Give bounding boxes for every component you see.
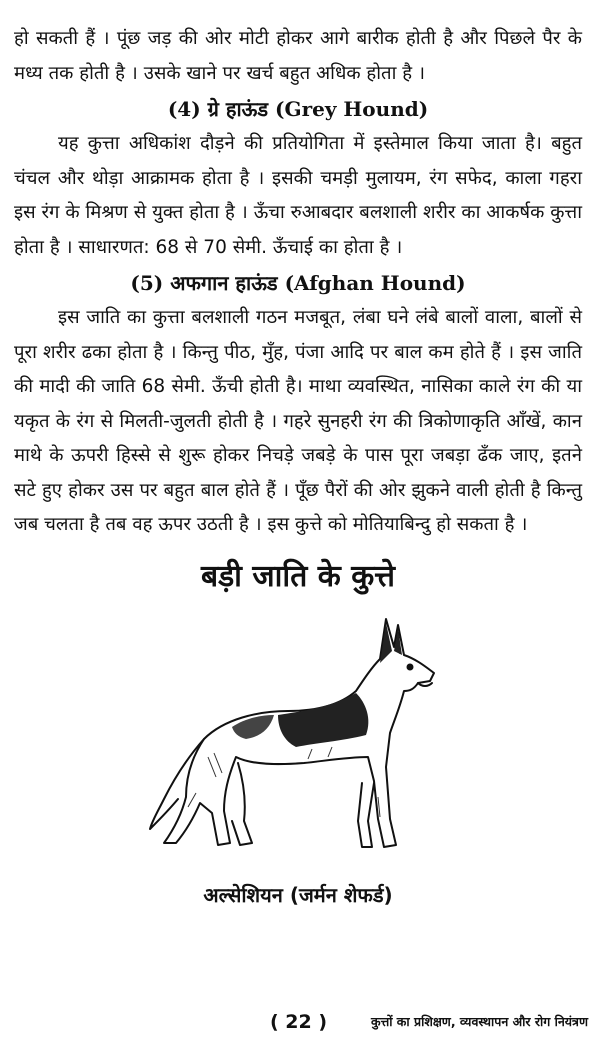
figure-caption: अल्सेशियन (जर्मन शेफर्ड): [203, 882, 393, 907]
page-number: ( 22 ): [270, 1011, 328, 1033]
page-footer: [0, 1008, 600, 1036]
german-shepherd-figure: [128, 607, 468, 877]
section-title: बड़ी जाति के कुत्ते: [201, 558, 395, 594]
heading-afghan-hound: (5) अफगान हाऊंड (Afghan Hound): [130, 271, 466, 295]
heading-grey-hound: (4) ग्रे हाऊंड (Grey Hound): [167, 97, 429, 121]
german-shepherd-illustration-icon: [128, 607, 468, 877]
paragraph-afghan-hound: इस जाति का कुत्ता बलशाली गठन मजबूत, लंबा घने लंबे बालों वाला, बालों से पूरा शरीर ढका होता है । किन्तु पीठ, मुँह, पंजा आदि पर बाल कम होते हैं । इस जाति की मादी की जाति 68 सेमी. ऊँची होती है। माथा व्यवस्थित, नासिका काले रंग की या यकृत के रंग से मिलती-जुलती होती है । गहरे सुनहरी रंग की त्रिकोणाकृति आँखें, कान माथे के ऊपरी हिस्से से शुरू होकर निचड़े जबड़े के पास पूरा जबड़ा ढँक जाए, इतने सटे हुए होकर उस पर बहुत बाल होते हैं । पूँछ पैरों की ओर झुकने वाली होती है किन्तु जब चलता है तब वह ऊपर उठती है । इस कुत्ते को मोतियाबिन्दु हो सकता है ।: [14, 307, 582, 535]
paragraph-intro: हो सकती हैं । पूंछ जड़ की ओर मोटी होकर आगे बारीक होती है और पिछले पैर के मध्य तक होती है । उसके खाने पर खर्च बहुत अधिक होता है ।: [14, 28, 582, 84]
paragraph-grey-hound: यह कुत्ता अधिकांश दौड़ने की प्रतियोगिता में इस्तेमाल किया जाता है। बहुत चंचल और थोड़ा आक्रामक होता है । इसकी चमड़ी मुलायम, रंग सफेद, काला गहरा इस रंग के मिश्रण से युक्त होता है । ऊँचा रुआबदार बलशाली शरीर का आकर्षक कुत्ता होता है । साधारणत: 68 से 70 सेमी. ऊँचाई का होता है ।: [14, 133, 582, 258]
running-title: कुत्तों का प्रशिक्षण, व्यवस्थापन और रोग नियंत्रण: [370, 1014, 588, 1029]
